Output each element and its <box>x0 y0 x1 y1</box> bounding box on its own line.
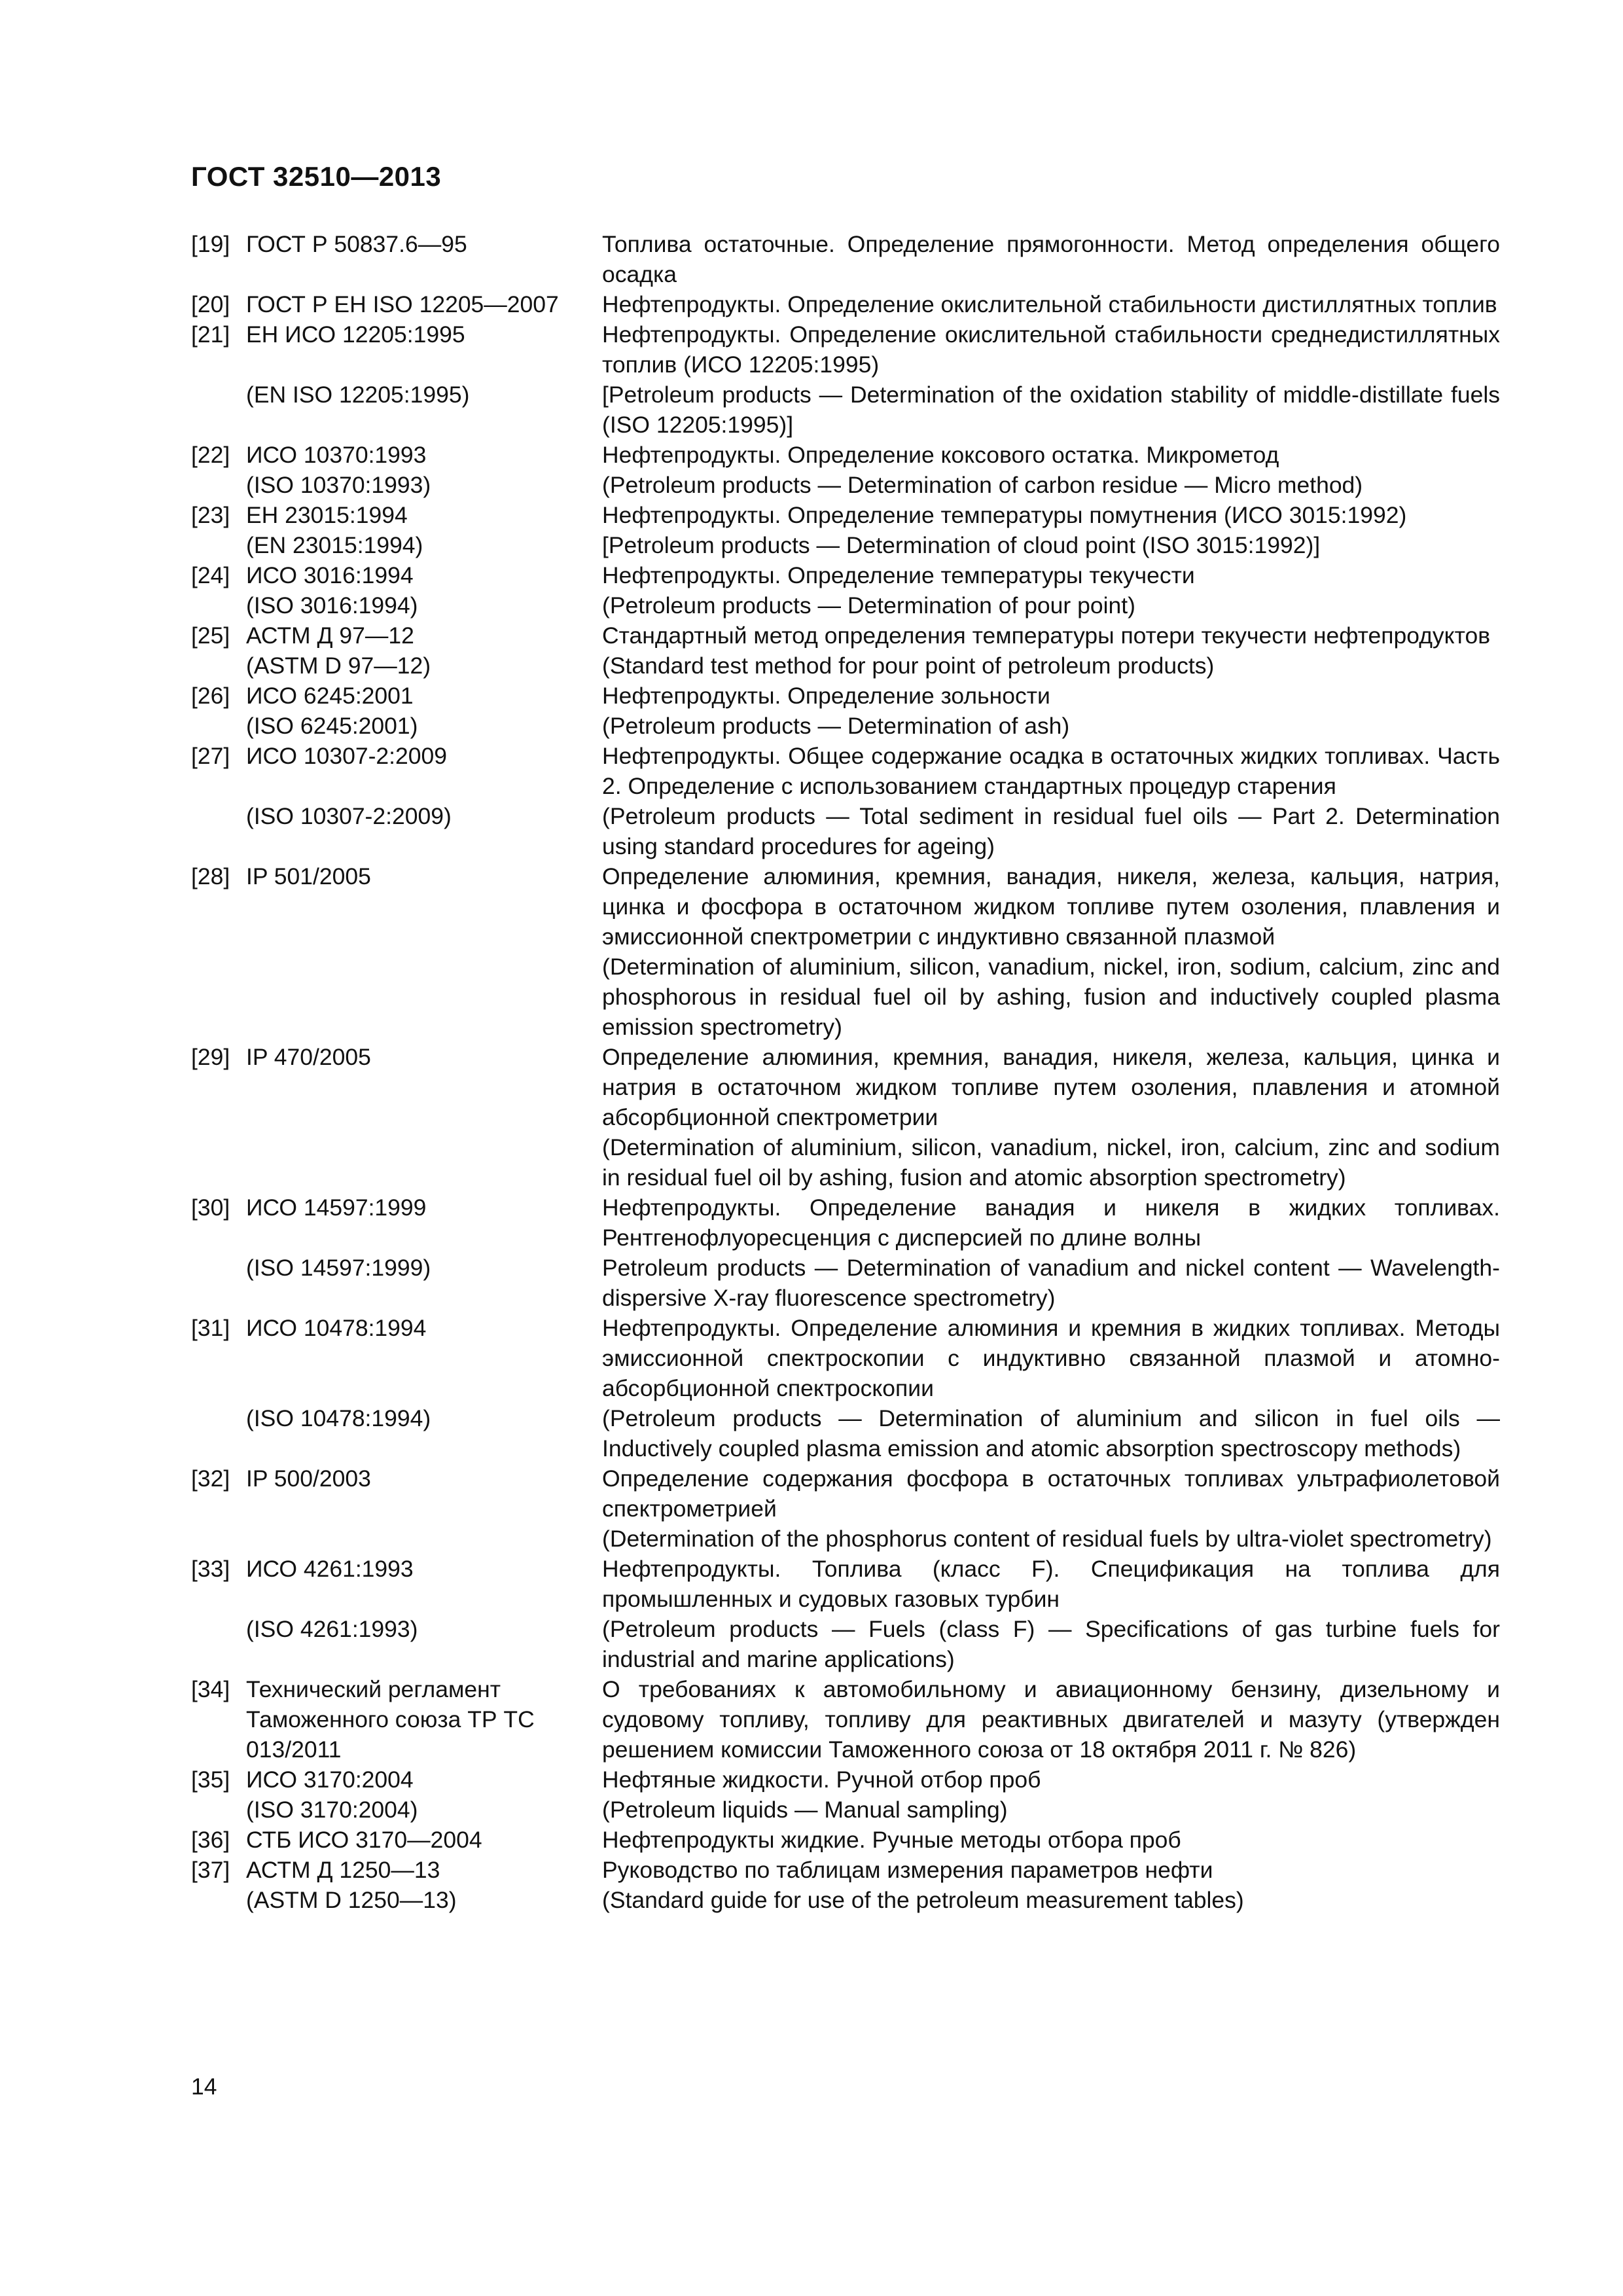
reference-title: Руководство по таблицам измерения параметров нефти <box>602 1857 1213 1883</box>
reference-row <box>191 470 1500 500</box>
reference-row <box>191 500 1500 530</box>
reference-row <box>191 801 1500 861</box>
reference-designation: IP 470/2005 <box>246 1044 371 1070</box>
reference-row <box>191 1614 1500 1674</box>
reference-title: Определение содержания фосфора в остаточных топливах ультрафиолетовой спектрометрией <box>602 1465 1500 1522</box>
reference-row <box>191 530 1500 560</box>
reference-number <box>191 1614 246 1674</box>
reference-number: [25] <box>191 622 230 649</box>
reference-row <box>191 1795 1500 1825</box>
reference-row <box>191 651 1500 681</box>
reference-designation: АСТМ Д 1250—13 <box>246 1857 440 1883</box>
reference-designation: (ISO 3170:2004) <box>246 1797 418 1823</box>
reference-title: (Standard guide for use of the petroleum measurement tables) <box>602 1887 1244 1913</box>
reference-number: [19] <box>191 231 230 257</box>
reference-designation <box>246 952 602 1042</box>
reference-number: [21] <box>191 321 230 348</box>
reference-title: Нефтепродукты. Определение коксового остатка. Микрометод <box>602 442 1279 468</box>
reference-designation: ИСО 3016:1994 <box>246 562 414 588</box>
reference-designation: (ISO 4261:1993) <box>246 1616 418 1642</box>
reference-number <box>191 1795 246 1825</box>
reference-title: Нефтепродукты. Общее содержание осадка в остаточных жидких топливах. Часть 2. Определение с использованием стандартных процедур старения <box>602 743 1500 799</box>
reference-row <box>191 1253 1500 1313</box>
reference-title: Нефтепродукты. Определение алюминия и кремния в жидких топливах. Методы эмиссионной спектроскопии с индуктивно связанной плазмой и атомно-абсорбционной спектроскопии <box>602 1315 1500 1401</box>
reference-row <box>191 1313 1500 1403</box>
reference-designation: СТБ ИСО 3170—2004 <box>246 1827 482 1853</box>
reference-number: [31] <box>191 1315 230 1341</box>
reference-number: [37] <box>191 1857 230 1883</box>
reference-title: [Petroleum products — Determination of the oxidation stability of middle-distillate fuels (ISO 12205:1995)] <box>602 382 1500 438</box>
page-number: 14 <box>191 2073 217 2100</box>
reference-number <box>191 470 246 500</box>
reference-number: [24] <box>191 562 230 588</box>
reference-row <box>191 1193 1500 1253</box>
reference-title: Определение алюминия, кремния, ванадия, никеля, железа, кальция, цинка и натрия в остаточном жидком топливе путем озоления, плавления и атомной абсорбционной спектрометрии <box>602 1044 1500 1130</box>
reference-number: [28] <box>191 863 230 889</box>
reference-row <box>191 1463 1500 1524</box>
reference-designation: ИСО 14597:1999 <box>246 1194 427 1221</box>
reference-row <box>191 1132 1500 1193</box>
reference-designation: ИСО 6245:2001 <box>246 683 414 709</box>
reference-designation: (ISO 10370:1993) <box>246 472 431 498</box>
reference-number: [33] <box>191 1556 230 1582</box>
reference-row <box>191 1042 1500 1132</box>
reference-number <box>191 651 246 681</box>
reference-row <box>191 1885 1500 1915</box>
reference-title: (Petroleum products — Total sediment in residual fuel oils — Part 2. Determination using standard procedures for ageing) <box>602 803 1500 859</box>
reference-number: [30] <box>191 1194 230 1221</box>
reference-title: Нефтяные жидкости. Ручной отбор проб <box>602 1767 1041 1793</box>
reference-title: (Petroleum products — Fuels (class F) — Specifications of gas turbine fuels for industrial and marine applications) <box>602 1616 1500 1672</box>
reference-designation: АСТМ Д 97—12 <box>246 622 414 649</box>
reference-title: (Petroleum liquids — Manual sampling) <box>602 1797 1008 1823</box>
reference-title: Petroleum products — Determination of vanadium and nickel content — Wavelength-dispersive X-ray fluorescence spectrometry) <box>602 1255 1500 1311</box>
reference-title: О требованиях к автомобильному и авиационному бензину, дизельному и судовому топливу, топливу для реактивных двигателей и мазуту (утвержден решением комиссии Таможенного союза от 18 октября 2011 г. № 826) <box>602 1676 1500 1763</box>
reference-designation: IP 500/2003 <box>246 1465 371 1492</box>
reference-title: Стандартный метод определения температуры потери текучести нефтепродуктов <box>602 622 1491 649</box>
reference-designation: ИСО 10307-2:2009 <box>246 743 447 769</box>
reference-row <box>191 681 1500 711</box>
reference-title: (Determination of aluminium, silicon, vanadium, nickel, iron, sodium, calcium, zinc and phosphorous in residual fuel oil by ashing, fusion and inductively coupled plasma emission spectrometry) <box>602 954 1500 1040</box>
reference-row <box>191 1403 1500 1463</box>
reference-title: (Petroleum products — Determination of pour point) <box>602 592 1135 619</box>
reference-designation: ГОСТ Р ЕН ISO 12205—2007 <box>246 291 559 317</box>
reference-number: [22] <box>191 442 230 468</box>
reference-title: Нефтепродукты. Определение ванадия и никеля в жидких топливах. Рентгенофлуоресценция с дисперсией по длине волны <box>602 1194 1500 1251</box>
reference-number: [34] <box>191 1676 230 1702</box>
reference-title: Нефтепродукты. Определение окислительной стабильности дистиллятных топлив <box>602 291 1497 317</box>
reference-row <box>191 1825 1500 1855</box>
reference-title: Нефтепродукты. Определение окислительной стабильности среднедистиллятных топлив (ИСО 12205:1995) <box>602 321 1500 378</box>
reference-title: Определение алюминия, кремния, ванадия, никеля, железа, кальция, натрия, цинка и фосфора в остаточном жидком топливе путем озоления, плавления и эмиссионной спектрометрии с индуктивно связанной плазмой <box>602 863 1500 950</box>
reference-designation: (ISO 6245:2001) <box>246 713 418 739</box>
reference-row <box>191 560 1500 590</box>
reference-row <box>191 1855 1500 1885</box>
reference-title: (Standard test method for pour point of petroleum products) <box>602 653 1215 679</box>
reference-number <box>191 711 246 741</box>
reference-designation: (EN 23015:1994) <box>246 532 423 558</box>
reference-number <box>191 801 246 861</box>
reference-number <box>191 1885 246 1915</box>
reference-row <box>191 1524 1500 1554</box>
reference-number <box>191 1253 246 1313</box>
reference-designation: ЕН ИСО 12205:1995 <box>246 321 465 348</box>
reference-number: [36] <box>191 1827 230 1853</box>
reference-title: Нефтепродукты. Топлива (класс F). Спецификация на топлива для промышленных и судовых газовых турбин <box>602 1556 1500 1612</box>
reference-row <box>191 319 1500 380</box>
reference-row <box>191 741 1500 801</box>
reference-designation: (EN ISO 12205:1995) <box>246 382 470 408</box>
reference-row <box>191 1674 1500 1765</box>
reference-designation: ИСО 10370:1993 <box>246 442 427 468</box>
reference-designation <box>246 1132 602 1193</box>
reference-designation: (ASTM D 1250—13) <box>246 1887 457 1913</box>
reference-title: (Determination of aluminium, silicon, vanadium, nickel, iron, calcium, zinc and sodium in residual fuel oil by ashing, fusion and atomic absorption spectrometry) <box>602 1134 1500 1191</box>
reference-title: (Determination of the phosphorus content of residual fuels by ultra-violet spectrometry) <box>602 1526 1492 1552</box>
reference-designation: IP 501/2005 <box>246 863 371 889</box>
reference-row <box>191 289 1500 319</box>
reference-number: [32] <box>191 1465 230 1492</box>
reference-row <box>191 1765 1500 1795</box>
reference-number <box>191 952 246 1042</box>
reference-title: (Petroleum products — Determination of ash) <box>602 713 1070 739</box>
reference-row <box>191 952 1500 1042</box>
reference-row <box>191 229 1500 289</box>
reference-number <box>191 1524 246 1554</box>
reference-number <box>191 380 246 440</box>
reference-designation: (ISO 3016:1994) <box>246 592 418 619</box>
reference-designation: ЕН 23015:1994 <box>246 502 408 528</box>
reference-number: [27] <box>191 743 230 769</box>
reference-number <box>191 1132 246 1193</box>
reference-designation: ИСО 4261:1993 <box>246 1556 414 1582</box>
reference-row <box>191 440 1500 470</box>
reference-number <box>191 1403 246 1463</box>
reference-row <box>191 380 1500 440</box>
reference-title: Нефтепродукты. Определение зольности <box>602 683 1050 709</box>
reference-number: [29] <box>191 1044 230 1070</box>
reference-title: (Petroleum products — Determination of carbon residue — Micro method) <box>602 472 1363 498</box>
reference-row <box>191 711 1500 741</box>
reference-designation: (ISO 10478:1994) <box>246 1405 431 1431</box>
reference-title: Нефтепродукты. Определение температуры помутнения (ИСО 3015:1992) <box>602 502 1407 528</box>
reference-number <box>191 530 246 560</box>
reference-title: Топлива остаточные. Определение прямогонности. Метод определения общего осадка <box>602 231 1500 287</box>
reference-title: [Petroleum products — Determination of cloud point (ISO 3015:1992)] <box>602 532 1321 558</box>
document-title: ГОСТ 32510—2013 <box>191 161 442 192</box>
reference-designation: Технический регламент Таможенного союза ТР ТС 013/2011 <box>246 1676 535 1763</box>
reference-title: Нефтепродукты жидкие. Ручные методы отбора проб <box>602 1827 1181 1853</box>
reference-designation: (ASTM D 97—12) <box>246 653 431 679</box>
reference-number: [20] <box>191 291 230 317</box>
reference-row <box>191 590 1500 620</box>
reference-number: [23] <box>191 502 230 528</box>
reference-number: [26] <box>191 683 230 709</box>
reference-designation: (ISO 10307-2:2009) <box>246 803 452 829</box>
reference-designation <box>246 1524 602 1554</box>
reference-designation: (ISO 14597:1999) <box>246 1255 431 1281</box>
reference-list <box>191 229 1500 1915</box>
reference-row <box>191 1554 1500 1614</box>
reference-title: (Petroleum products — Determination of aluminium and silicon in fuel oils — Inductively coupled plasma emission and atomic absorption spectroscopy methods) <box>602 1405 1500 1462</box>
reference-row <box>191 620 1500 651</box>
reference-row <box>191 861 1500 952</box>
reference-designation: ИСО 3170:2004 <box>246 1767 414 1793</box>
reference-designation: ГОСТ Р 50837.6—95 <box>246 231 467 257</box>
reference-number <box>191 590 246 620</box>
reference-number: [35] <box>191 1767 230 1793</box>
reference-designation: ИСО 10478:1994 <box>246 1315 427 1341</box>
reference-title: Нефтепродукты. Определение температуры текучести <box>602 562 1195 588</box>
